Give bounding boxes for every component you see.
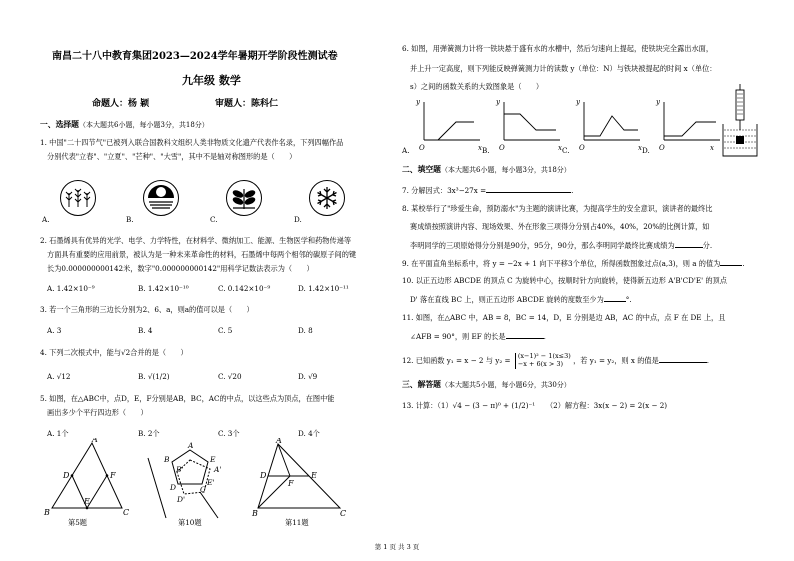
q1-line1: 1. 中国"二十四节气"已被列入联合国教科文组织人类非物质文化遗产代表作名录，下列四幅作品: [40, 138, 344, 147]
q11-line2-row: [410, 331, 546, 342]
q1-option-a: A.: [42, 215, 50, 224]
q7-text: 7. 分解因式：3x³−27x =: [402, 186, 487, 195]
iron-block-icon: [736, 136, 744, 144]
q1-line2: 分别代表"立春"、"立夏"、"芒种"、"大雪"，其中不是轴对称图形的是（ ）: [47, 152, 297, 161]
fig10-label-b-prime: B': [176, 465, 184, 474]
q6-line2: 并上升一定高度，则下列能反映弹簧测力计的读数 y（单位：N）与铁块被提起的时间 x（单位：: [410, 64, 717, 73]
q4-option-a: A. √12: [47, 372, 71, 381]
exam-subtitle: 九年级 数学: [182, 74, 241, 87]
q12-piecewise: [515, 353, 571, 369]
q7-period: .: [571, 186, 574, 195]
fig5-label-d: D: [63, 471, 70, 480]
q4-line1: 4. 下列二次根式中，能与√2合并的是（ ）: [40, 348, 188, 357]
q5-option-d: D. 4个: [298, 429, 320, 438]
fig5-label-b: B: [44, 508, 50, 517]
spring-scale-tank-illustration: [720, 84, 760, 160]
q8-answer-blank: [675, 240, 703, 248]
figure-11-caption: 第11题: [285, 518, 309, 527]
graph-b-origin: O: [499, 144, 505, 152]
fig11-label-c: C: [340, 509, 347, 518]
mangzhong-icon: [226, 180, 262, 216]
q4-option-b: B. √(1/2): [138, 372, 170, 381]
q6-option-c: C.: [562, 146, 570, 155]
q2-option-b: B. 1.42×10⁻¹⁰: [138, 284, 189, 293]
q6-option-d: D.: [642, 146, 650, 155]
section1-note: （本大题共6小题，每小题3分，共18分）: [78, 121, 209, 129]
q11-line1: 11. 如图，在△ABC 中，AB = 8，BC = 14，D，E 分别是边 AB，AC 的中点，点 F 在 DE 上，且: [402, 313, 726, 322]
q2-option-a: A. 1.42×10⁻⁹: [47, 284, 95, 293]
q7-answer-blank: [486, 185, 574, 195]
q10-line2: D' 落在直线 BC 上，则正五边形 ABCDE 旋转的度数至少为: [410, 295, 604, 304]
fig11-label-a: A: [276, 438, 282, 445]
fig10-label-b: B: [164, 455, 170, 464]
section2-note: （本大题共6小题，每小题3分，共18分）: [440, 166, 571, 174]
exam-title: 南昌二十八中教育集团2023—2024学年暑期开学阶段性测试卷: [52, 51, 338, 62]
q1-option-d: D.: [294, 215, 302, 224]
q2-option-d: D. 1.42×10⁻¹¹: [298, 284, 349, 293]
section1-heading: [40, 120, 209, 131]
page-footer: 第 1 页 共 3 页: [374, 543, 420, 551]
q4-option-c: C. √20: [218, 372, 242, 381]
fig5-label-e: E: [84, 497, 90, 506]
figure-10-caption: 第10题: [178, 518, 202, 527]
q10-line2-row: [410, 294, 632, 305]
q5-option-b: B. 2个: [138, 429, 160, 438]
graph-a-x-label: x: [478, 144, 482, 152]
section3-note: （本大题共5小题，每小题6分，共30分）: [440, 381, 571, 389]
fig10-label-a: A: [188, 441, 194, 450]
figure-10-pentagons: [140, 438, 235, 520]
fig5-label-a: A: [92, 438, 98, 444]
graph-c-origin: O: [579, 144, 585, 152]
figure-11-triangle: [250, 438, 350, 518]
q3-option-d: D. 8: [298, 326, 313, 335]
graph-c-y-label: y: [576, 98, 580, 106]
q6-graphs: [412, 96, 722, 152]
fig11-label-f: F: [288, 479, 294, 488]
q4-option-d: D. √9: [298, 372, 318, 381]
q6-option-b: B.: [482, 146, 490, 155]
fig10-label-d-prime: D': [177, 495, 186, 504]
q6-line3: s）之间的函数关系的大致图象是（ ）: [410, 82, 544, 91]
q8-line1: 8. 某校举行了"珍爱生命，预防溺水"为主题的演讲比赛，为提高学生的安全意识，演讲者的最终比: [402, 204, 713, 213]
q8-line3: 李明同学的三项原始得分分别是90分，95分，90分，那么李明同学最终比赛成绩为: [410, 241, 675, 250]
q12-case1: (x−1)² − 1(x≤3): [517, 352, 571, 360]
q1-option-c: C.: [210, 215, 218, 224]
q12-row: [402, 353, 709, 369]
q12-prefix: 12. 已知函数 y₁ = x − 2 与 y₂ =: [402, 355, 511, 365]
fig10-label-c: C: [200, 485, 206, 494]
fig11-label-d: D: [260, 471, 267, 480]
q2-line3: 长为0.000000000142米，数字"0.000000000142"用科学记数法表示为（ ）: [47, 264, 314, 273]
q2-line1: 2. 石墨烯具有优异的光学、电学、力学特性，在材料学、微纳加工、能源、生物医学和药物传递等: [40, 236, 352, 245]
q12-suffix: .: [706, 355, 710, 365]
q11-answer-blank: [506, 331, 544, 339]
graph-d-x-label: x: [710, 144, 714, 152]
graph-a-y-label: y: [416, 98, 420, 106]
fig11-label-b: B: [252, 509, 258, 518]
q10-answer-blank: [604, 294, 626, 302]
fig10-label-d: D: [170, 483, 177, 492]
graph-b-y-label: y: [496, 98, 500, 106]
q13-text: 13. 计算：（1）√4 − (3 − π)⁰ + (1/2)⁻¹ （2）解方程：3x(x − 2) = 2(x − 2): [402, 401, 668, 410]
q6-option-a: A.: [402, 146, 410, 155]
q12-mid: ，若 y₁ = y₂，则 x 的值是: [573, 355, 659, 365]
q11-suffix: .: [543, 332, 546, 341]
q2-option-c: C. 0.142×10⁻⁹: [218, 284, 271, 293]
q5-line2: 画出多少个平行四边形（ ）: [47, 408, 148, 417]
reviewer-label: 审题人：陈科仁: [215, 99, 279, 109]
q10-line1: 10. 以正五边形 ABCDE 的顶点 C 为旋转中心，按顺时针方向旋转，使得新五边形 A'B'CD'E' 的顶点: [402, 276, 727, 285]
q5-option-c: C. 3个: [218, 429, 240, 438]
fig11-label-e: E: [311, 471, 317, 480]
q9-suffix: .: [742, 259, 745, 268]
graph-c-x-label: x: [638, 144, 642, 152]
section3-heading: [402, 380, 571, 391]
q8-line2: 赛成绩按照演讲内容、现场效果、外在形象三项得分分别占40%，40%，20%的比例计算，如: [410, 222, 710, 231]
fig5-label-f: F: [110, 471, 116, 480]
graph-b-x-label: x: [558, 144, 562, 152]
fig10-label-e-prime: E': [207, 478, 215, 487]
q12-case2: −x + 6(x > 3): [517, 359, 564, 368]
fig10-label-a-prime: A': [214, 465, 222, 474]
q5-option-a: A. 1个: [47, 429, 69, 438]
figure-5-caption: 第5题: [68, 518, 87, 527]
q10-suffix: °.: [625, 295, 632, 304]
q8-suffix: 分.: [702, 241, 713, 250]
daxue-icon: [309, 180, 345, 216]
q6-line1: 6. 如图，用弹簧测力计将一铁块悬于盛有水的水槽中，然后匀速向上提起，使铁块完全露出水面，: [402, 44, 714, 53]
section3-title: 三、解答题: [402, 380, 441, 389]
graph-d-origin: O: [659, 144, 665, 152]
q12-answer-blank: [659, 355, 710, 365]
section1-title: 一、选择题: [40, 120, 79, 129]
q9-answer-blank: [720, 258, 745, 268]
q3-option-a: A. 3: [47, 326, 62, 335]
section2-title: 二、填空题: [402, 165, 441, 174]
q3-line1: 3. 若一个三角形的三边长分别为2、6、a，则a的值可以是（ ）: [40, 305, 254, 314]
figure-5-triangle: [40, 438, 130, 518]
graph-d-y-label: y: [656, 98, 660, 106]
q3-option-c: C. 5: [218, 326, 233, 335]
q9-text: 9. 在平面直角坐标系中，将 y = −2x + 1 向下平移3个单位，所得函数图象过点(a,3)，则 a 的值为: [402, 259, 721, 268]
section2-heading: [402, 165, 571, 176]
q2-line2: 方面具有重要的应用前景，被认为是一种未来革命性的材料，石墨烯中每两个相邻的碳原子间的键: [47, 250, 357, 259]
author-label: 命题人：杨 颖: [92, 99, 150, 109]
q9-row: [402, 258, 745, 269]
q3-option-b: B. 4: [138, 326, 153, 335]
q8-line3-row: [410, 240, 712, 251]
fig10-label-e: E: [210, 455, 216, 464]
q1-option-b: B.: [126, 215, 134, 224]
graph-a-origin: O: [419, 144, 425, 152]
q7-row: [402, 185, 573, 196]
fig5-label-c: C: [123, 508, 130, 517]
lichun-icon: [60, 180, 96, 216]
lixia-icon: [143, 180, 179, 216]
q11-line2: ∠AFB = 90°，则 EF 的长是: [410, 332, 506, 341]
q5-line1: 5. 如图，在△ABC中，点D，E，F分别是AB，BC，AC的中点，以这些点为顶点，在图中能: [40, 394, 335, 403]
